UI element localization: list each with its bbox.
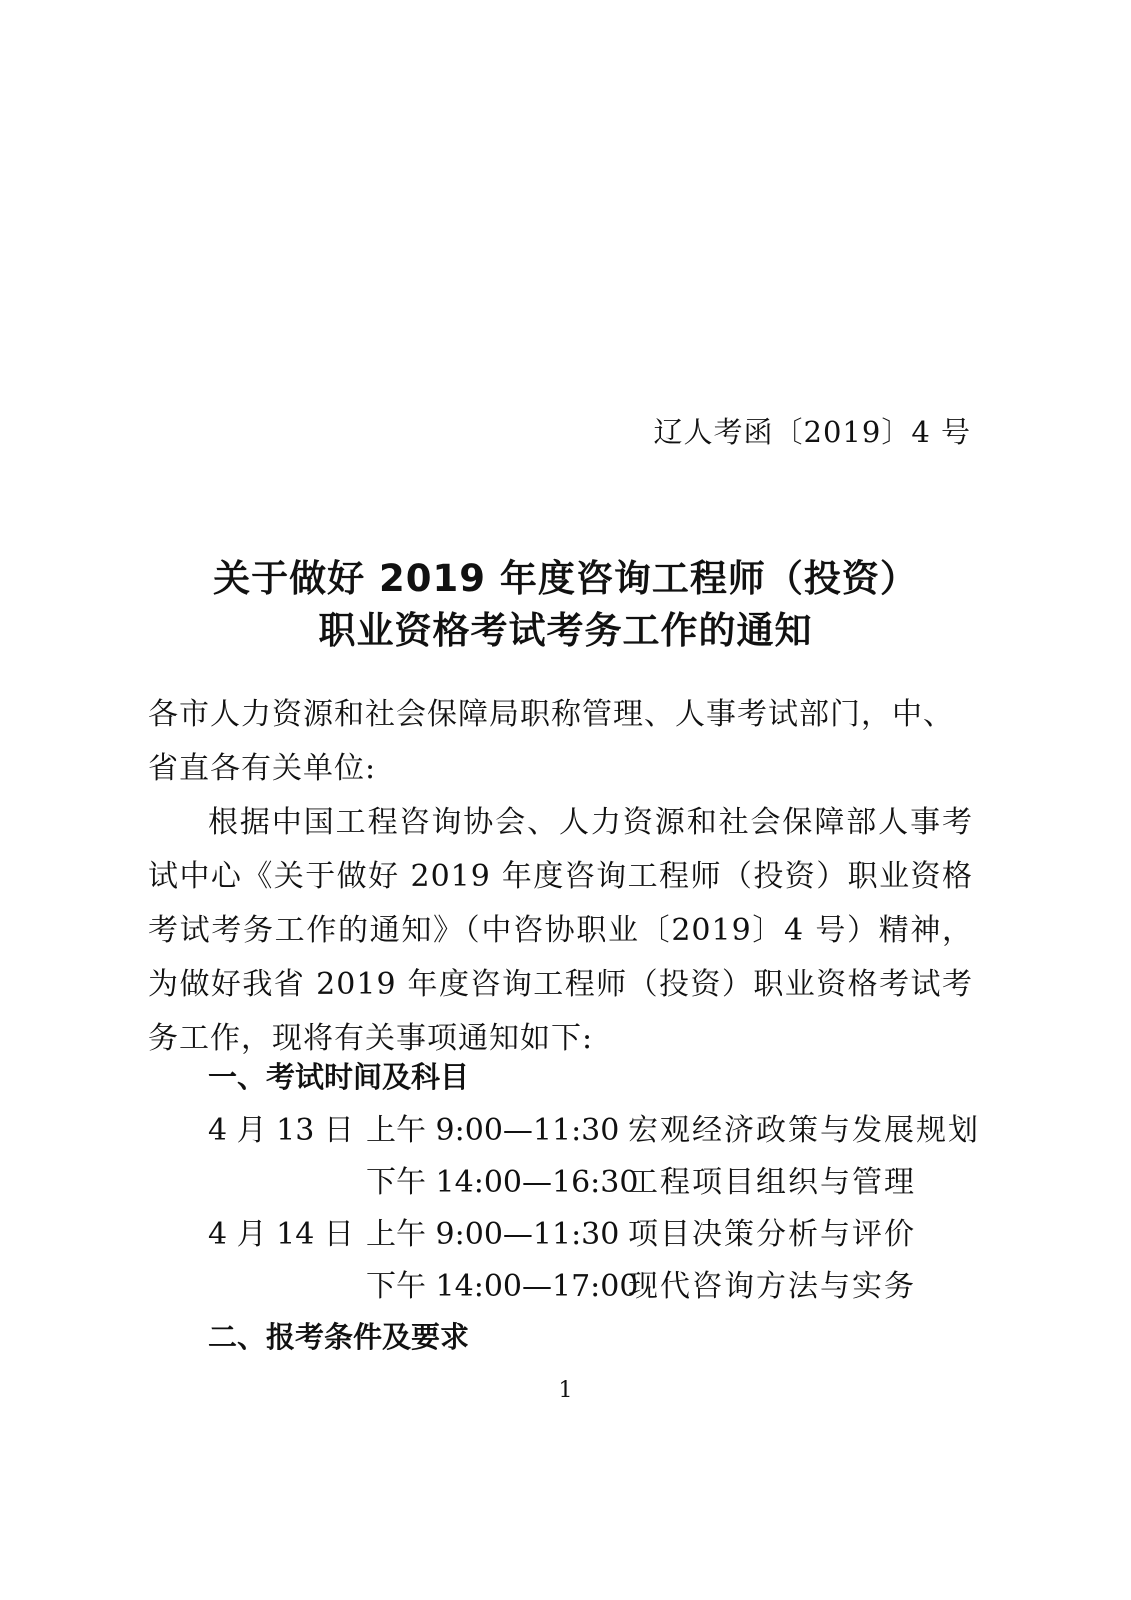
schedule-subject: 工程项目组织与管理 <box>628 1165 916 1200</box>
schedule-date: 4 月 14 日 <box>208 1217 354 1252</box>
schedule-row <box>208 1261 968 1313</box>
schedule-subject: 现代咨询方法与实务 <box>628 1269 916 1304</box>
schedule-row <box>208 1157 968 1209</box>
salutation: 各市人力资源和社会保障局职称管理、人事考试部门，中、省直各有关单位: <box>148 697 954 786</box>
page-number: 1 <box>558 1378 573 1403</box>
exam-schedule <box>208 1105 980 1313</box>
schedule-subject: 项目决策分析与评价 <box>628 1217 916 1252</box>
schedule-time: 上午 9:00—11:30 <box>366 1217 620 1252</box>
section-heading-exam-time: 一、考试时间及科目 <box>208 1060 470 1094</box>
body-paragraph: 根据中国工程咨询协会、人力资源和社会保障部人事考试中心《关于做好 2019 年度咨询工程师（投资）职业资格考试考务工作的通知》（中咨协职业〔2019〕4 号）精神，为做好我省 2019 年度咨询工程师（投资）职业资格考试考务工作，现将有关事项通知如下: <box>148 805 973 1056</box>
document-number: 辽人考函〔2019〕4 号 <box>653 415 971 449</box>
document-title-line-2: 职业资格考试考务工作的通知 <box>318 609 813 652</box>
schedule-time: 下午 14:00—16:30 <box>366 1165 639 1200</box>
section-heading-requirements: 二、报考条件及要求 <box>208 1320 470 1354</box>
schedule-subject: 宏观经济政策与发展规划 <box>628 1113 980 1148</box>
schedule-time: 下午 14:00—17:00 <box>366 1269 639 1304</box>
schedule-row <box>208 1105 980 1157</box>
schedule-date: 4 月 13 日 <box>208 1113 354 1148</box>
schedule-row <box>208 1209 968 1261</box>
document-title-line-1: 关于做好 2019 年度咨询工程师（投资） <box>213 557 918 600</box>
schedule-time: 上午 9:00—11:30 <box>366 1113 620 1148</box>
